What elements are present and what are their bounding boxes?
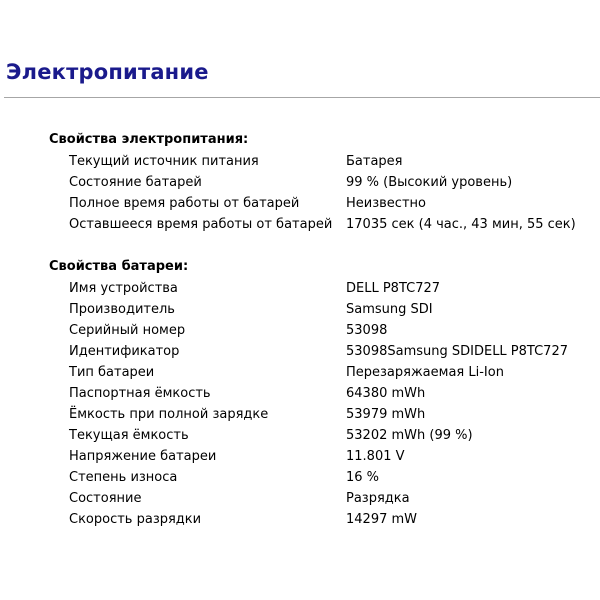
- property-label: Идентификатор: [69, 344, 180, 359]
- property-value: 64380 mWh: [346, 386, 426, 401]
- property-row-device-name: [49, 278, 600, 299]
- property-row-state: [49, 488, 600, 509]
- property-row-remaining-runtime: [49, 214, 600, 235]
- property-row-discharge-rate: [49, 509, 600, 530]
- property-value: Samsung SDI: [346, 302, 433, 317]
- property-value: 16 %: [346, 470, 380, 485]
- property-label: Ёмкость при полной зарядке: [69, 407, 269, 422]
- property-value: Батарея: [346, 154, 403, 169]
- property-label: Оставшееся время работы от батарей: [69, 217, 333, 232]
- property-label: Степень износа: [69, 470, 178, 485]
- property-row-battery-type: [49, 362, 600, 383]
- property-row-power-source: [49, 151, 600, 172]
- property-row-voltage: [49, 446, 600, 467]
- property-label: Паспортная ёмкость: [69, 386, 211, 401]
- property-value: DELL P8TC727: [346, 281, 441, 296]
- page-title: Электропитание: [6, 60, 209, 84]
- property-label: Скорость разрядки: [69, 512, 202, 527]
- property-label: Состояние батарей: [69, 175, 202, 190]
- property-label: Текущая ёмкость: [69, 428, 189, 443]
- property-value: 99 % (Высокий уровень): [346, 175, 513, 190]
- power-properties-section: [49, 132, 600, 235]
- property-label: Тип батареи: [69, 365, 155, 380]
- property-value: 53979 mWh: [346, 407, 426, 422]
- property-row-full-charge-capacity: [49, 404, 600, 425]
- property-value: Разрядка: [346, 491, 410, 506]
- property-row-wear-level: [49, 467, 600, 488]
- property-value: 53098Samsung SDIDELL P8TC727: [346, 344, 568, 359]
- battery-properties-section: [49, 259, 600, 530]
- power-properties-heading: Свойства электропитания:: [49, 132, 249, 147]
- property-label: Текущий источник питания: [69, 154, 259, 169]
- property-value: 17035 сек (4 час., 43 мин, 55 сек): [346, 217, 576, 232]
- property-value: 53202 mWh (99 %): [346, 428, 473, 443]
- property-value: 14297 mW: [346, 512, 418, 527]
- property-value: 11.801 V: [346, 449, 405, 464]
- property-value: Неизвестно: [346, 196, 426, 211]
- property-row-battery-status: [49, 172, 600, 193]
- title-divider: [4, 97, 600, 98]
- property-value: 53098: [346, 323, 388, 338]
- property-label: Производитель: [69, 302, 175, 317]
- property-row-current-capacity: [49, 425, 600, 446]
- property-row-manufacturer: [49, 299, 600, 320]
- property-row-full-runtime: [49, 193, 600, 214]
- property-label: Серийный номер: [69, 323, 186, 338]
- battery-properties-heading: Свойства батареи:: [49, 259, 189, 274]
- property-row-design-capacity: [49, 383, 600, 404]
- property-label: Полное время работы от батарей: [69, 196, 300, 211]
- property-value: Перезаряжаемая Li-Ion: [346, 365, 504, 380]
- property-row-serial-number: [49, 320, 600, 341]
- property-label: Имя устройства: [69, 281, 178, 296]
- property-label: Напряжение батареи: [69, 449, 217, 464]
- property-row-identifier: [49, 341, 600, 362]
- property-label: Состояние: [69, 491, 142, 506]
